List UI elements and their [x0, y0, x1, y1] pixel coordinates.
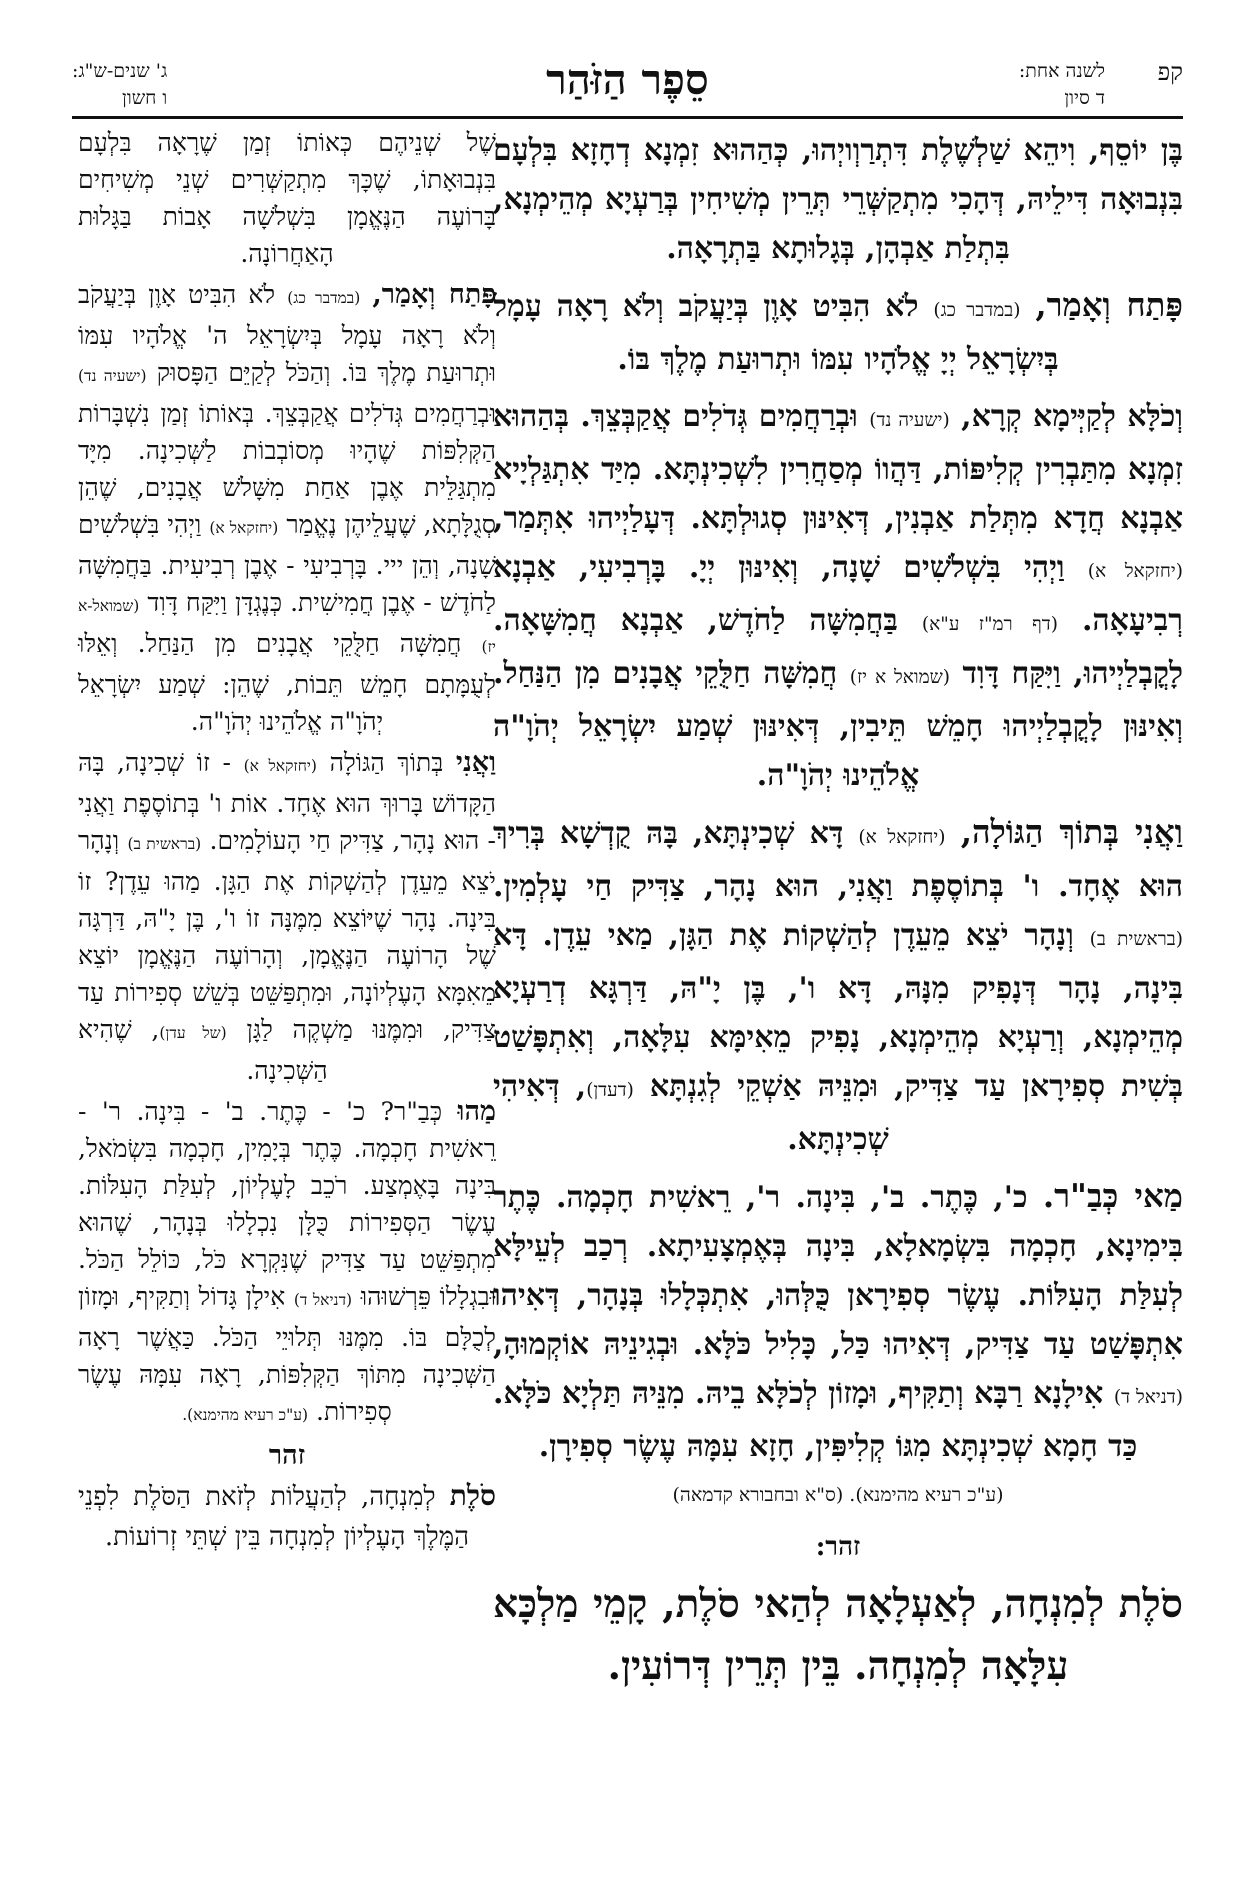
side-verse-reference: (יחזקאל א) — [243, 757, 317, 775]
header-left-line1: ג' שנים-ש"ג: — [72, 60, 168, 82]
main-verse-reference: (ישעיה נד) — [869, 410, 950, 431]
page-number: קפ — [1157, 58, 1183, 86]
side-text: לְמִנְחָה, לְהַעֲלוֹת לְזֹאת הַסֹּלֶת לִפְנֵי הַמֶּלֶךְ הָעֶלְיוֹן לְמִנְחָה בֵּין שְׁתֵּי זְרוֹעוֹת. — [78, 1482, 470, 1552]
main-text: וּבְרַחֲמִים גְּדֹלִים אֲקַבְּצֵךְ. בְּהַהוּא זִמְנָא מִתַּבְרִין קְלִיפּוֹת, דַּהֲווֹ מְסַחֲרִין לִשְׁכִינְתָּא. מִיַּד אִתְגַּלְיָיא אַבְנָא חֲדָא מִתְּלַת אַבְנִין, דְּאִינּוּן סְגוּלְתָּא. דְּעָלַיְיהוּ אִתְּמַר, — [493, 399, 1183, 536]
side-verse-reference: (יחזקאל א) — [209, 519, 279, 537]
header-left-line2: ו חשון — [121, 87, 168, 109]
main-text: כ', כֶּתֶר. ב', בִּינָה. ר', רֵאשִׁית חָכְמָה. כֶּתֶר בִּימִינָא, חָכְמָה בִּשְׂמָאלָא, בִּינָה בְּאֶמְצָעִיתָא. רְכַב לְעֵילָּא לְעִלַּת הָעִלּוֹת. עֶשֶׂר סְפִירָאן כֻּלְּהוּ, אִתְכְּלָלוּ בְּנָהָר, דְּאִיהוּ אִתְפָּשַׁט עַד צַדִּיק, דְּאִיהוּ כַּל, כָּלִיל כֹּלָּא. וּבְגִינֵיהּ אוֹקְמוּהָ, — [493, 1180, 1183, 1362]
side-text: - זוֹ שְׁכִינָה, בָּהּ הַקָּדוֹשׁ בָּרוּךְ הוּא אֶחָד. אוֹת ו' בְּתוֹסֶפֶת וַאֲנִי - הוּא נָהָר, צַדִּיק חַי הָעוֹלָמִים. — [78, 748, 496, 855]
side-paragraph-2 — [78, 276, 496, 740]
side-zohar-heading: זהר — [268, 1440, 306, 1471]
main-text: חֲמִשָּׁה חַלֻּקֵי אֲבָנִים מִן הַנַּחַל. וְאִינּוּן לָקֳבְלַיְיהוּ חָמֵשׁ תֵּיבִין, דְּאִינּוּן שְׁמַע יִשְׂרָאֵל יְהֹוָ"ה אֱלֹהֵינוּ יְהֹוָ"ה. — [493, 656, 1183, 793]
main-text: וְכֹלָּא לְקַיְּימָא קְרָא, — [961, 399, 1183, 434]
main-lead-word: וַאֲנִי בְּתוֹךְ הַגּוֹלָה, — [960, 813, 1183, 851]
side-text: וּבְרַחֲמִים גְּדֹלִים אֲקַבְּצֵךְ. בְּאוֹתוֹ זְמַן נִשְׁבָּרוֹת הַקְּלִפּוֹת שֶׁהָיוּ מְסוֹבְבוֹת לַשְּׁכִינָה. מִיָּד מִתְגַּלֵּית אֶבֶן אַחַת מִשָּׁלֹשׁ אֲבָנִים, שֶׁהֵן סְגֻלָּתָא, שֶׁעֲלֵיהֶן נֶאֱמַר — [78, 399, 496, 539]
main-page-reference: (דף רמ"ז ע"א) — [921, 614, 1058, 635]
side-text: , שֶׁהִיא הַשְּׁכִינָה. — [78, 1015, 328, 1085]
side-paragraph-3 — [78, 744, 496, 1089]
header-divider — [72, 116, 1183, 119]
side-text: בְּתוֹךְ הַגּוֹלָה — [329, 748, 444, 777]
side-verse-reference: (בראשית ב) — [127, 835, 202, 853]
side-paragraph-4 — [78, 1093, 496, 1434]
main-verse-reference: (בראשית ב) — [1089, 929, 1184, 950]
page-header — [72, 52, 1183, 116]
main-lead-word: פָּתַח וְאָמַר, — [1035, 286, 1184, 324]
side-final-paragraph — [78, 1476, 496, 1557]
main-text: וְנָהָר יֹצֵא מֵעֵדֶן לְהַשְׁקוֹת אֶת הַגָּן, מַאי עֵדֶן. דָּא בִּינָה, נָהָר דְּנָפִיק מִנָּהּ, דָּא ו', בֶּן יָ"הּ, דַּרְגָּא דְרַעְיָא מְהֵימְנָא, וְרַעְיָא מְהֵימְנָא, נָפִיק מֵאִימָּא עִלָּאָה, וְאִתְפָּשַׁט בְּשִׁית סְפִירָאן עַד צַדִּיק, וּמִנֵּיהּ אַשְׁקֵי לְגִנְתָּא — [493, 918, 1183, 1104]
main-text: בֶּן יוֹסֵף, וִיהֵא שַׁלְשֶׁלֶת דִּתְרַוְויְהוּ, כְּהַהוּא זִמְנָא דְחָזָא בִּלְעָם בִּנְבוּאָה דִּילֵיהּ, דְּהָכִי מִתְקַשְּׁרֵי תְּרֵין מְשִׁיחִין בְּרַעְיָא מְהֵימְנָא, בִּתְלַת אַבְהָן, בְּגָלוּתָא בַּתְרָאָה. — [493, 133, 1183, 266]
header-left-info — [72, 58, 167, 112]
side-text: וַיְהִי בִּשְׁלֹשִׁים שָׁנָה, וְהֵן ייי. בָּרְבִיעִי - אֶבֶן רְבִיעִית. בַּחֲמִשָּׁה לַחֹדֶשׁ - אֶבֶן חֲמִישִׁית. כְּנֶגְדָּן וַיִּקַּח דָּוִד — [78, 510, 497, 617]
hebrew-translation-column — [78, 124, 496, 1557]
main-text: וַיְהִי בִּשְׁלֹשִׁים שָׁנָה, וְאִינּוּן יְיָ. בָּרְבִיעִי, אַבְנָא רְבִיעָאָה. — [493, 550, 1183, 638]
main-verse-reference: (דעדן) — [586, 1080, 634, 1101]
side-lead-word: סֹלֶת — [449, 1479, 496, 1512]
main-paragraph-2 — [493, 281, 1183, 384]
main-verse-reference: (במדבר כג) — [933, 300, 1021, 321]
book-title: סֵפֶר הַזֹּהַר — [546, 55, 709, 104]
side-text: חֲמִשָּׁה חַלֻּקֵי אֲבָנִים מִן הַנַּחַל. וְאֵלּוּ לְעֻמָּתָם חָמֵשׁ תֵּבוֹת, שֶׁהֵן: שְׁמַע יִשְׂרָאֵל יְהֹוָ"ה אֱלֹהֵינוּ יְהֹוָ"ה. — [78, 629, 496, 736]
main-text: בַּחֲמִשָּׁה לַחֹדֶשׁ, אַבְנָא חֲמִשָּׁאָה. לָקֳבְלַיְיהוּ, וַיִּקַּח דָּוִד — [493, 603, 1183, 691]
main-final-paragraph: סֹלֶת לְמִנְחָה, לְאַעְלָאָה לְהַאי סֹלֶת, קָמֵי מַלְכָּא עִלָּאָה לְמִנְחָה. בֵּין תְּרֵין דְּרוֹעִין. — [493, 1581, 1183, 1689]
main-paragraph-4 — [493, 808, 1183, 1164]
header-right-line1: לשנה אחת: — [1018, 60, 1105, 82]
side-closing-note: (ע"כ רעיא מהימנא). — [182, 1406, 309, 1424]
side-verse-reference: (של עדן) — [159, 1024, 227, 1042]
main-paragraph-1 — [493, 126, 1183, 273]
main-paragraph-5 — [493, 1172, 1183, 1471]
main-lead-word: מַאי כְּבַ"ר. — [1042, 1177, 1183, 1215]
main-verse-reference: (שמואל א יז) — [849, 667, 951, 688]
main-paragraph-3 — [493, 392, 1183, 800]
main-verse-reference: (יחזקאל א) — [858, 827, 946, 848]
main-verse-reference: (יחזקאל א) — [1087, 561, 1183, 582]
side-verse-reference: (דניאל ד) — [293, 1291, 353, 1309]
side-verse-reference: (שמואל-א יז) — [78, 597, 496, 656]
side-text: וְנָהָר יֹצֵא מֵעֵדֶן לְהַשְׁקוֹת אֶת הַגָּן. מַהוּ עֵדֶן? זוֹ בִּינָה. נָהָר שֶׁיּוֹצֵא מִמֶּנָּה זוֹ ו', בֶּן יָ"הּ, דַּרְגָּה שֶׁל הָרוֹעֶה הַנֶּאֱמָן, וְהָרוֹעֶה הַנֶּאֱמָן יוֹצֵא מֵאִמָּא הָעֶלְיוֹנָה, וּמִתְפַּשֵּׁט בְּשֵׁשׁ סְפִירוֹת עַד צַדִּיק, וּמִמֶּנּוּ מַשְׁקֶה לַגָּן — [78, 826, 496, 1044]
main-text: דָּא שְׁכִינְתָּא, בָּהּ קֻדְשָׁא בְּרִיךְ הוּא אֶחָד. ו' בְּתוֹסֶפֶת וַאֲנִי, הוּא נָהָר, צַדִּיק חַי עָלְמִין. — [493, 816, 1183, 904]
side-text: לֹא הִבִּיט אָוֶן בְּיַעֲקֹב וְלֹא רָאָה עָמָל בְּיִשְׂרָאֵל ה' אֱלֹהָיו עִמּוֹ וּתְרוּעַת מֶלֶךְ בּוֹ. וְהַכֹּל לְקַיֵּם הַפָּסוּק — [78, 280, 497, 387]
main-closing-note: (ע"כ רעיא מהימנא). (ס"א ובחבורא קדמאה) — [672, 1484, 1004, 1506]
main-zohar-heading: זהר: — [815, 1532, 861, 1562]
side-text: אִילָן גָּדוֹל וְתַקִּיף, וּמָזוֹן לְכֻלָּם בּוֹ. מִמֶּנּוּ תְּלוּיֵי הַכֹּל. כַּאֲשֶׁר רָאָה הַשְּׁכִינָה מִתּוֹךְ הַקְּלִפּוֹת, רָאָה עִמָּהּ עֶשֶׂר סְפִירוֹת. — [78, 1282, 496, 1426]
side-text: שֶׁל שְׁנֵיהֶם כְּאוֹתוֹ זְמַן שֶׁרָאָה בִּלְעָם בִּנְבוּאָתוֹ, שֶׁכָּךְ מִתְקַשְּׁרִים שְׁנֵי מְשִׁיחִים בָּרוֹעֶה הַנֶּאֱמָן בִּשְׁלֹשָׁה אָבוֹת בַּגָּלוּת הָאַחֲרוֹנָה. — [78, 128, 496, 268]
main-text: לֹא הִבִּיט אָוֶן בְּיַעֲקֹב וְלֹא רָאָה עָמָל בְּיִשְׂרָאֵל יְיָ אֱלֹהָיו עִמּוֹ וּתְרוּעַת מֶלֶךְ בּוֹ. — [493, 289, 1059, 377]
side-text: כְּבַ"ר? כ' - כֶּתֶר. ב' - בִּינָה. ר' - רֵאשִׁית חָכְמָה. כֶּתֶר בְּיָמִין, חָכְמָה בִּשְׂמֹאל, בִּינָה בָּאֶמְצַע. רֹכֵב לָעֶלְיוֹן, לְעִלַּת הָעִלּוֹת. עֶשֶׂר הַסְּפִירוֹת כֻּלָּן נִכְלָלוּ בְּנָהָר, שֶׁהוּא מִתְפַּשֵּׁט עַד צַדִּיק שֶׁנִּקְרָא כֹּל, כּוֹלֵל הַכֹּל. וּבִגְלָלוֹ פֵּרְשׁוּהוּ — [78, 1097, 497, 1311]
side-verse-reference: (במדבר כג) — [287, 289, 361, 307]
main-text: , דְּאִיהִי שְׁכִינְתָּא. — [493, 1069, 889, 1157]
side-verse-reference: (ישעיה נד) — [78, 367, 147, 385]
header-right-line2: ד סיון — [1064, 87, 1105, 109]
side-paragraph-1 — [78, 124, 496, 272]
main-aramaic-column — [493, 126, 1183, 1697]
main-verse-reference: (דניאל ד) — [1113, 1387, 1183, 1408]
side-lead-word: פָּתַח וְאָמַר, — [372, 279, 496, 310]
side-lead-word: וַאֲנִי — [455, 747, 496, 778]
side-lead-word: מַהוּ — [457, 1096, 496, 1127]
main-text: אִילָנָא רַבָּא וְתַקִּיף, וּמָזוֹן לְכֹלָּא בֵיהּ. מִנֵּיהּ תַּלְיָא כֹּלָּא. כַּד חָמָא שְׁכִינְתָּא מִגּוֹ קְלִיפִּין, חָזָא עִמָּהּ עֶשֶׂר סְפִירָן. — [493, 1376, 1138, 1464]
